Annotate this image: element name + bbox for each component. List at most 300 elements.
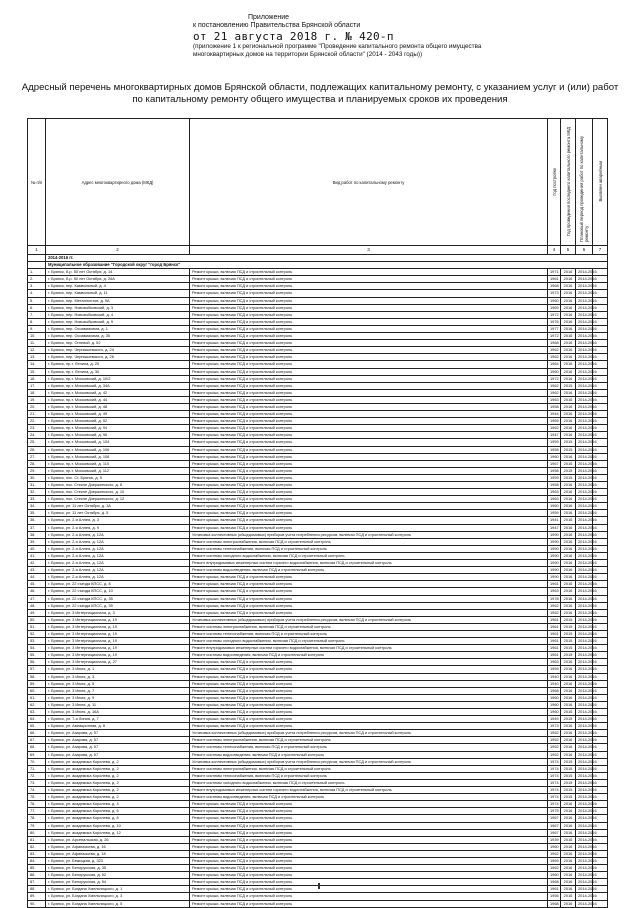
- row-year-last-repair: 2016: [561, 694, 576, 701]
- table-row: [28, 297, 608, 304]
- row-year-last-repair: 2016: [561, 325, 576, 332]
- row-planned-period: 2014-2016: [576, 588, 593, 595]
- row-planned-period: 2014-2016: [576, 630, 593, 637]
- row-number: 73.: [28, 779, 46, 786]
- row-year-built: 1976: [548, 318, 561, 325]
- row-address: г. Брянск, ул. 22 съезда КПСС, д. 10: [46, 588, 190, 595]
- row-planned-period: 2014-2016: [576, 879, 593, 886]
- row-number: 31.: [28, 482, 46, 489]
- row-year-built: 1990: [548, 552, 561, 559]
- row-address: г. Брянск, ул. 3 Июля, д. 11: [46, 701, 190, 708]
- column-number: 6: [576, 246, 593, 255]
- row-number: 79.: [28, 822, 46, 829]
- row-address: г. Брянск, ул. 2-я Аллея, д. 12А: [46, 531, 190, 538]
- table-row: [28, 694, 608, 701]
- table-row: [28, 538, 608, 545]
- row-year-last-repair: 2016: [561, 815, 576, 822]
- row-address: г. Брянск, б-р. 50 лет Октября, д. 14: [46, 269, 190, 276]
- row-number: 63.: [28, 709, 46, 716]
- row-work-type: Ремонт крыши, включая ПСД и строительный контроль: [190, 893, 548, 900]
- row-number: 28.: [28, 460, 46, 467]
- row-year-last-repair: 2015: [561, 616, 576, 623]
- row-address: г. Брянск, ул. академика Королева, д. 2: [46, 779, 190, 786]
- table-row: [28, 779, 608, 786]
- row-address: г. Брянск, пр-т. Московский, д. 52: [46, 418, 190, 425]
- row-work-type: Ремонт крыши, включая ПСД и строительный контроль: [190, 879, 548, 886]
- row-address: г. Брянск, ул. 11 лет Октября, д. 1А: [46, 503, 190, 510]
- col-header-failure: Выявлен аварийным: [593, 119, 608, 246]
- row-planned-period: 2014-2016: [576, 822, 593, 829]
- row-address: г. Брянск, ул. 2-я Аллея, д. 3: [46, 517, 190, 524]
- row-year-last-repair: 2016: [561, 482, 576, 489]
- row-work-type: Ремонт системы теплоснабжения, включая ПСД и строительный контроль: [190, 772, 548, 779]
- row-planned-period: 2014-2016: [576, 765, 593, 772]
- row-work-type: Ремонт крыши, включая ПСД и строительный контроль: [190, 432, 548, 439]
- row-planned-period: 2014-2016: [576, 787, 593, 794]
- table-row: [28, 836, 608, 843]
- row-work-type: Ремонт крыши, включая ПСД и строительный контроль: [190, 850, 548, 857]
- section-period: 2014-2016 гг.: [46, 255, 608, 262]
- row-planned-period: 2014-2016: [576, 900, 593, 907]
- document-title: Адресный перечень многоквартирных домов Брянской области, подлежащих капитальному ремонту, с указанием услуг и (или) работ по капитальному ремонту общего имущества и планируемых сроков их проведения: [21, 82, 619, 105]
- row-address: г. Брянск, пер. Чернышевского, д. 26: [46, 354, 190, 361]
- row-work-type: Ремонт крыши, включая ПСД и строительный контроль: [190, 673, 548, 680]
- row-year-built: 1958: [548, 446, 561, 453]
- row-year-last-repair: 2016: [561, 389, 576, 396]
- row-planned-period: 2014-2016: [576, 850, 593, 857]
- row-year-last-repair: 2016: [561, 850, 576, 857]
- row-number: 77.: [28, 808, 46, 815]
- column-number-row: [28, 246, 608, 255]
- row-work-type: Ремонт крыши, включая ПСД и строительный контроль: [190, 609, 548, 616]
- row-year-last-repair: 2016: [561, 801, 576, 808]
- table-row: [28, 567, 608, 574]
- row-year-last-repair: 2016: [561, 375, 576, 382]
- row-year-built: 1960: [548, 701, 561, 708]
- col-header-num: № п/п: [28, 119, 46, 246]
- row-number: 15.: [28, 368, 46, 375]
- row-planned-period: 2014-2016: [576, 347, 593, 354]
- row-number: 33.: [28, 496, 46, 503]
- row-planned-period: 2014-2016: [576, 340, 593, 347]
- row-year-built: 1958: [548, 467, 561, 474]
- table-row: [28, 482, 608, 489]
- row-planned-period: 2014-2016: [576, 772, 593, 779]
- row-number: 85.: [28, 865, 46, 872]
- row-address: г. Брянск, ул. Богдана Хмельницкого, д. 5: [46, 900, 190, 907]
- row-year-built: 1960: [548, 368, 561, 375]
- row-work-type: Ремонт внутридомовых инженерных систем горячего водоснабжения, включая ПСД и строительный контроль: [190, 787, 548, 794]
- row-number: 41.: [28, 552, 46, 559]
- row-year-built: 1952: [548, 744, 561, 751]
- row-address: г. Брянск, ул. 3 Июля, д. 1: [46, 666, 190, 673]
- row-number: 16.: [28, 375, 46, 382]
- row-year-built: 1958: [548, 403, 561, 410]
- row-work-type: Ремонт крыши, включая ПСД и строительный контроль: [190, 396, 548, 403]
- row-planned-period: 2014-2016: [576, 354, 593, 361]
- row-address: г. Брянск, ул. 3 Интернационала, д. 19: [46, 652, 190, 659]
- row-planned-period: 2014-2016: [576, 794, 593, 801]
- row-year-last-repair: 2015: [561, 645, 576, 652]
- row-planned-period: 2014-2016: [576, 467, 593, 474]
- row-work-type: Установка коллективных (общедомовых) приборов учета потребления ресурсов, включая ПСД и строительный контроль: [190, 616, 548, 623]
- row-number: 58.: [28, 673, 46, 680]
- row-planned-period: 2014-2016: [576, 843, 593, 850]
- row-address: г. Брянск, ул. 3 Июля, д. 16А: [46, 709, 190, 716]
- row-year-built: 1977: [548, 325, 561, 332]
- row-year-last-repair: 2016: [561, 709, 576, 716]
- row-number: 4.: [28, 290, 46, 297]
- row-address: г. Брянск, ул. академика Королева, д. 12: [46, 829, 190, 836]
- table-row: [28, 645, 608, 652]
- row-work-type: Ремонт крыши, включая ПСД и строительный контроль: [190, 325, 548, 332]
- row-year-built: 1990: [548, 538, 561, 545]
- table-row: [28, 396, 608, 403]
- row-year-last-repair: 2015: [561, 772, 576, 779]
- row-work-type: Ремонт крыши, включая ПСД и строительный контроль: [190, 666, 548, 673]
- row-work-type: Ремонт крыши, включая ПСД и строительный контроль: [190, 283, 548, 290]
- row-year-last-repair: 2016: [561, 843, 576, 850]
- row-number: 42.: [28, 560, 46, 567]
- row-address: г. Брянск, ул. 2-я Аллея, д. 12А: [46, 538, 190, 545]
- row-number: 48.: [28, 602, 46, 609]
- table-header-row: [28, 119, 608, 246]
- row-planned-period: 2014-2016: [576, 751, 593, 758]
- table-row: [28, 375, 608, 382]
- column-number: 1: [28, 246, 46, 255]
- row-year-last-repair: 2016: [561, 602, 576, 609]
- row-work-type: Установка коллективных (общедомовых) приборов учета потребления ресурсов, включая ПСД и строительный контроль: [190, 730, 548, 737]
- row-number: 10.: [28, 333, 46, 340]
- row-planned-period: 2014-2016: [576, 290, 593, 297]
- row-number: 24.: [28, 432, 46, 439]
- row-planned-period: 2014-2016: [576, 758, 593, 765]
- row-year-last-repair: 2016: [561, 574, 576, 581]
- row-planned-period: 2014-2016: [576, 730, 593, 737]
- row-address: г. Брянск, пр-т. Ленина, д. 30: [46, 368, 190, 375]
- row-work-type: Ремонт крыши, включая ПСД и строительный контроль: [190, 382, 548, 389]
- table-row: [28, 446, 608, 453]
- row-year-built: 1990: [548, 545, 561, 552]
- row-year-last-repair: 2016: [561, 418, 576, 425]
- table-row: [28, 737, 608, 744]
- row-year-built: 1973: [548, 723, 561, 730]
- row-year-built: 1939: [548, 836, 561, 843]
- row-year-built: 1961: [548, 886, 561, 893]
- row-number: 37.: [28, 524, 46, 531]
- row-planned-period: 2014-2016: [576, 510, 593, 517]
- row-year-last-repair: 2015: [561, 446, 576, 453]
- row-year-built: 1959: [548, 666, 561, 673]
- table-row: [28, 829, 608, 836]
- row-work-type: Ремонт крыши, включая ПСД и строительный контроль: [190, 446, 548, 453]
- row-year-built: 1947: [548, 524, 561, 531]
- row-number: 87.: [28, 879, 46, 886]
- row-year-built: 1969: [548, 857, 561, 864]
- table-row: [28, 276, 608, 283]
- row-address: г. Брянск, пер. Камвольный, д. 4: [46, 283, 190, 290]
- row-planned-period: 2014-2016: [576, 694, 593, 701]
- document-header: [193, 14, 613, 58]
- row-year-built: 1967: [548, 460, 561, 467]
- table-row: [28, 453, 608, 460]
- row-planned-period: 2014-2016: [576, 602, 593, 609]
- row-address: г. Брянск, пер. Осоавиахима, д. 35: [46, 333, 190, 340]
- row-address: г. Брянск, пос. Стекле Дзержинского, д. 10: [46, 489, 190, 496]
- row-year-built: 1961: [548, 652, 561, 659]
- row-address: г. Брянск, пр-т. Московский, д. 49: [46, 411, 190, 418]
- row-work-type: Ремонт крыши, включая ПСД и строительный контроль: [190, 403, 548, 410]
- row-address: г. Брянск, пер. Огневой, д. 52: [46, 340, 190, 347]
- table-row: [28, 340, 608, 347]
- row-planned-period: 2014-2016: [576, 560, 593, 567]
- table-row: [28, 361, 608, 368]
- row-address: г. Брянск, пос. Стекле Дзержинского, д. 12: [46, 496, 190, 503]
- row-planned-period: 2014-2016: [576, 496, 593, 503]
- row-address: г. Брянск, ул. академика Королева, д. 2: [46, 758, 190, 765]
- table-row: [28, 517, 608, 524]
- row-address: г. Брянск, ул. 2-я Аллея, д. 12А: [46, 552, 190, 559]
- row-work-type: Ремонт крыши, включая ПСД и строительный контроль: [190, 701, 548, 708]
- row-planned-period: 2014-2016: [576, 666, 593, 673]
- table-row: [28, 560, 608, 567]
- row-work-type: Ремонт крыши, включая ПСД и строительный контроль: [190, 595, 548, 602]
- row-year-built: 1962: [548, 425, 561, 432]
- row-work-type: Ремонт крыши, включая ПСД и строительный контроль: [190, 304, 548, 311]
- row-planned-period: 2014-2016: [576, 609, 593, 616]
- row-number: 25.: [28, 439, 46, 446]
- row-year-last-repair: 2016: [561, 496, 576, 503]
- row-address: г. Брянск, ул. 3 Интернационала, д. 19: [46, 638, 190, 645]
- row-address: г. Брянск, ул. академика Королева, д. 2: [46, 794, 190, 801]
- row-planned-period: 2014-2016: [576, 538, 593, 545]
- row-year-last-repair: 2016: [561, 269, 576, 276]
- row-year-built: 1962: [548, 347, 561, 354]
- row-year-built: 1968: [548, 687, 561, 694]
- row-number: 76.: [28, 801, 46, 808]
- row-year-last-repair: 2016: [561, 673, 576, 680]
- row-work-type: Ремонт системы холодного водоснабжения, включая ПСД и строительный контроль: [190, 552, 548, 559]
- row-address: г. Брянск, пер. Новозыбковский, д. 4: [46, 311, 190, 318]
- table-row: [28, 709, 608, 716]
- row-work-type: Ремонт крыши, включая ПСД и строительный контроль: [190, 865, 548, 872]
- table-row: [28, 630, 608, 637]
- row-year-built: 1962: [548, 389, 561, 396]
- row-year-built: 1974: [548, 787, 561, 794]
- table-row: [28, 730, 608, 737]
- decree-reference: к постановлению Правительства Брянской области: [193, 22, 361, 29]
- row-work-type: Ремонт системы электроснабжения, включая ПСД и строительный контроль: [190, 623, 548, 630]
- row-number: 62.: [28, 701, 46, 708]
- row-year-built: 1973: [548, 290, 561, 297]
- row-planned-period: 2014-2016: [576, 439, 593, 446]
- row-address: г. Брянск, пр-т. Московский, д. 108: [46, 453, 190, 460]
- row-planned-period: 2014-2016: [576, 361, 593, 368]
- row-work-type: Ремонт крыши, включая ПСД и строительный контроль: [190, 354, 548, 361]
- col-header-works: Вид работ по капитальному ремонту: [190, 119, 548, 246]
- row-work-type: Ремонт крыши, включая ПСД и строительный контроль: [190, 333, 548, 340]
- row-planned-period: 2014-2016: [576, 716, 593, 723]
- row-address: г. Брянск, пр-т. Московский, д. 96: [46, 432, 190, 439]
- table-row: [28, 772, 608, 779]
- row-year-last-repair: 2016: [561, 701, 576, 708]
- row-planned-period: 2014-2016: [576, 418, 593, 425]
- table-row: [28, 623, 608, 630]
- row-address: г. Брянск, пр-т. Московский, д. 112: [46, 467, 190, 474]
- row-year-built: 1974: [548, 765, 561, 772]
- row-year-built: 1969: [548, 304, 561, 311]
- row-work-type: Ремонт крыши, включая ПСД и строительный контроль: [190, 311, 548, 318]
- table-row: [28, 857, 608, 864]
- row-work-type: Ремонт крыши, включая ПСД и строительный контроль: [190, 716, 548, 723]
- row-number: 39.: [28, 538, 46, 545]
- row-number: 68.: [28, 744, 46, 751]
- row-planned-period: 2014-2016: [576, 446, 593, 453]
- row-planned-period: 2014-2016: [576, 872, 593, 879]
- row-address: г. Брянск, пр-т. Московский, д. 42: [46, 389, 190, 396]
- row-address: г. Брянск, ул. Афанасьева, д. 18: [46, 850, 190, 857]
- row-planned-period: 2014-2016: [576, 701, 593, 708]
- row-number: 32.: [28, 489, 46, 496]
- row-planned-period: 2014-2016: [576, 482, 593, 489]
- row-year-built: 1974: [548, 779, 561, 786]
- row-address: г. Брянск, ул. 22 съезда КПСС, д. 39: [46, 602, 190, 609]
- row-work-type: Ремонт крыши, включая ПСД и строительный контроль: [190, 680, 548, 687]
- row-year-built: 1971: [548, 269, 561, 276]
- row-planned-period: 2014-2016: [576, 524, 593, 531]
- table-row: [28, 347, 608, 354]
- row-address: г. Брянск, ул. Бежицкая, д. 323: [46, 857, 190, 864]
- row-number: 78.: [28, 815, 46, 822]
- row-year-built: 1972: [548, 333, 561, 340]
- row-year-built: 1961: [548, 616, 561, 623]
- row-year-last-repair: 2016: [561, 524, 576, 531]
- table-row: [28, 304, 608, 311]
- row-planned-period: 2014-2016: [576, 616, 593, 623]
- row-number: 89.: [28, 893, 46, 900]
- table-row: [28, 368, 608, 375]
- row-planned-period: 2014-2016: [576, 411, 593, 418]
- row-work-type: Ремонт крыши, включая ПСД и строительный контроль: [190, 425, 548, 432]
- row-address: г. Брянск, пер. Осоавиахима, д. 1: [46, 325, 190, 332]
- row-year-built: 1968: [548, 340, 561, 347]
- row-planned-period: 2014-2016: [576, 517, 593, 524]
- row-planned-period: 2014-2016: [576, 638, 593, 645]
- row-planned-period: 2014-2016: [576, 425, 593, 432]
- row-address: г. Брянск, ул. Афанасьева, д. 16: [46, 843, 190, 850]
- row-year-last-repair: 2016: [561, 510, 576, 517]
- row-planned-period: 2014-2016: [576, 269, 593, 276]
- section-period-row: [28, 255, 608, 262]
- row-address: г. Брянск, ул. Азарова, д. 57: [46, 751, 190, 758]
- table-row: [28, 333, 608, 340]
- row-year-built: 1952: [548, 609, 561, 616]
- table-row: [28, 787, 608, 794]
- row-number: 55.: [28, 652, 46, 659]
- row-work-type: Ремонт крыши, включая ПСД и строительный контроль: [190, 510, 548, 517]
- row-work-type: Ремонт крыши, включая ПСД и строительный контроль: [190, 460, 548, 467]
- row-year-last-repair: 2016: [561, 588, 576, 595]
- row-work-type: Ремонт крыши, включая ПСД и строительный контроль: [190, 581, 548, 588]
- row-number: 8.: [28, 318, 46, 325]
- row-year-built: 1964: [548, 361, 561, 368]
- table-row: [28, 574, 608, 581]
- row-year-built: 1952: [548, 737, 561, 744]
- row-planned-period: 2014-2016: [576, 311, 593, 318]
- row-number: 53.: [28, 638, 46, 645]
- row-year-last-repair: 2016: [561, 581, 576, 588]
- row-work-type: Ремонт крыши, включая ПСД и строительный контроль: [190, 340, 548, 347]
- row-year-built: 1972: [548, 375, 561, 382]
- table-row: [28, 638, 608, 645]
- row-address: г. Брянск, пр-т. Ленина, д. 20: [46, 361, 190, 368]
- row-number: 67.: [28, 737, 46, 744]
- row-work-type: Ремонт крыши, включая ПСД и строительный контроль: [190, 361, 548, 368]
- row-work-type: Ремонт крыши, включая ПСД и строительный контроль: [190, 574, 548, 581]
- row-year-last-repair: 2016: [561, 403, 576, 410]
- row-year-last-repair: 2015: [561, 652, 576, 659]
- row-planned-period: 2014-2016: [576, 396, 593, 403]
- row-number: 1.: [28, 269, 46, 276]
- row-year-last-repair: 2016: [561, 552, 576, 559]
- table-row: [28, 382, 608, 389]
- row-year-last-repair: 2016: [561, 283, 576, 290]
- table-row: [28, 687, 608, 694]
- table-row: [28, 680, 608, 687]
- row-planned-period: 2014-2016: [576, 297, 593, 304]
- row-planned-period: 2014-2016: [576, 744, 593, 751]
- row-year-built: 1974: [548, 772, 561, 779]
- row-number: 29.: [28, 467, 46, 474]
- row-year-built: 1960: [548, 297, 561, 304]
- row-year-last-repair: 2016: [561, 340, 576, 347]
- row-year-last-repair: 2016: [561, 538, 576, 545]
- row-work-type: Ремонт крыши, включая ПСД и строительный контроль: [190, 297, 548, 304]
- table-row: [28, 524, 608, 531]
- row-work-type: Ремонт крыши, включая ПСД и строительный контроль: [190, 368, 548, 375]
- row-address: г. Брянск, пос. Стекле Дзержинского, д. 8: [46, 482, 190, 489]
- row-planned-period: 2014-2016: [576, 581, 593, 588]
- row-number: 61.: [28, 694, 46, 701]
- row-year-built: 1940: [548, 673, 561, 680]
- row-planned-period: 2014-2016: [576, 489, 593, 496]
- row-work-type: Ремонт крыши, включая ПСД и строительный контроль: [190, 857, 548, 864]
- program-note-line1: (приложение 1 к региональной программе "Проведение капитального ремонта общего имущества: [193, 43, 482, 50]
- col-header-year-last-repair: Год проведения последнего капитального ремонта МКД: [561, 119, 576, 246]
- table-row: [28, 467, 608, 474]
- row-planned-period: 2014-2016: [576, 808, 593, 815]
- table-row: [28, 588, 608, 595]
- row-address: г. Брянск, ул. 3 Интернационала, д. 19: [46, 623, 190, 630]
- row-number: 52.: [28, 630, 46, 637]
- row-address: г. Брянск, ул. академика Королева, д. 2: [46, 772, 190, 779]
- table-row: [28, 439, 608, 446]
- row-planned-period: 2014-2016: [576, 375, 593, 382]
- row-year-built: 1965: [548, 418, 561, 425]
- row-year-built: 1990: [548, 560, 561, 567]
- row-work-type: Ремонт крыши, включая ПСД и строительный контроль: [190, 694, 548, 701]
- row-year-last-repair: 2016: [561, 865, 576, 872]
- row-year-built: 1968: [548, 900, 561, 907]
- row-planned-period: 2014-2016: [576, 865, 593, 872]
- row-work-type: Ремонт внутридомовых инженерных систем горячего водоснабжения, включая ПСД и строительный контроль: [190, 560, 548, 567]
- row-year-built: 1974: [548, 794, 561, 801]
- table-row: [28, 545, 608, 552]
- row-year-last-repair: 2016: [561, 368, 576, 375]
- row-planned-period: 2014-2016: [576, 709, 593, 716]
- row-work-type: Ремонт крыши, включая ПСД и строительный контроль: [190, 886, 548, 893]
- row-planned-period: 2014-2016: [576, 545, 593, 552]
